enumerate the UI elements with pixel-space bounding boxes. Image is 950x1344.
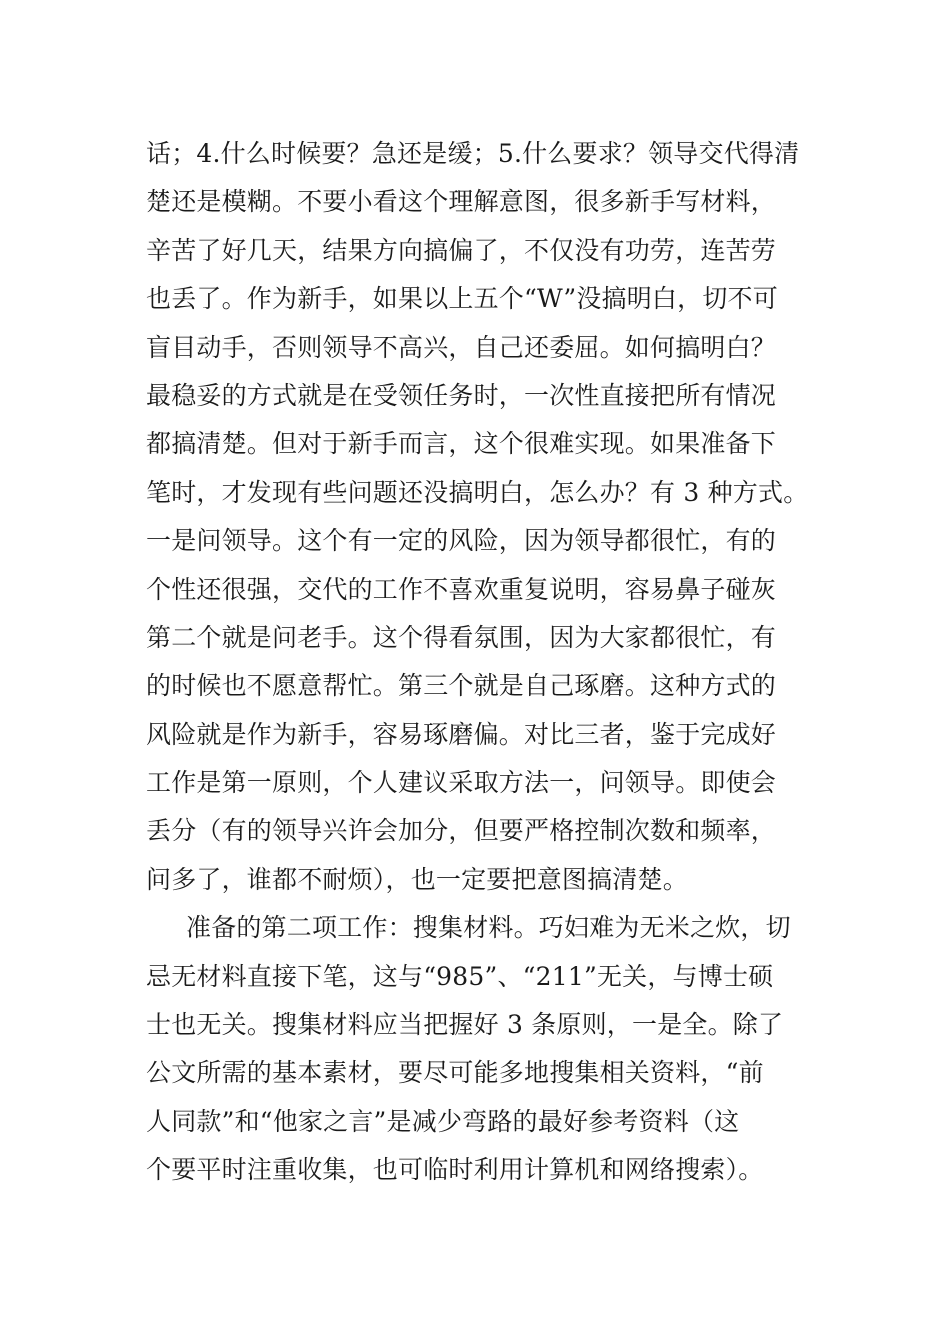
text-line: 工作是第一原则，个人建议采取方法一，问领导。即使会 [146,768,777,798]
paragraph-start-line: 准备的第二项工作：搜集材料。巧妇难为无米之炊，切 [186,913,791,943]
text-line: 盲目动手，否则领导不高兴，自己还委屈。如何搞明白？ [146,332,777,362]
text-line: 风险就是作为新手，容易琢磨偏。对比三者，鉴于完成好 [146,719,777,749]
text-line: 丢分（有的领导兴许会加分，但要严格控制次数和频率， [146,816,777,846]
text-line: 士也无关。搜集材料应当把握好 3 条原则，一是全。除了 [146,1010,784,1040]
text-line: 笔时，才发现有些问题还没搞明白，怎么办？有 3 种方式。 [146,477,809,507]
body-text [146,130,836,1195]
text-line: 人同款”和“他家之言”是减少弯路的最好参考资料（这 [146,1106,740,1136]
text-line: 的时候也不愿意帮忙。第三个就是自己琢磨。这种方式的 [146,671,777,701]
text-line: 忌无材料直接下笔，这与“985”、“211”无关，与博士硕 [146,961,774,991]
text-line: 最稳妥的方式就是在受领任务时，一次性直接把所有情况 [146,380,777,410]
text-line: 都搞清楚。但对于新手而言，这个很难实现。如果准备下 [146,429,777,459]
text-line: 个性还很强，交代的工作不喜欢重复说明，容易鼻子碰灰 [146,574,777,604]
text-line: 个要平时注重收集，也可临时利用计算机和网络搜索）。 [146,1155,764,1185]
text-line: 楚还是模糊。不要小看这个理解意图，很多新手写材料， [146,187,777,217]
text-line: 话；4.什么时候要？急还是缓；5.什么要求？领导交代得清 [146,139,800,168]
text-line: 问多了，谁都不耐烦），也一定要把意图搞清楚。 [146,864,688,894]
text-line: 也丢了。作为新手，如果以上五个“W”没搞明白，切不可 [146,284,778,314]
text-line: 辛苦了好几天，结果方向搞偏了，不仅没有功劳，连苦劳 [146,235,777,265]
text-line: 第二个就是问老手。这个得看氛围，因为大家都很忙，有 [146,622,777,652]
text-line: 一是问领导。这个有一定的风险，因为领导都很忙，有的 [146,526,777,556]
text-line: 公文所需的基本素材，要尽可能多地搜集相关资料，“前 [146,1058,764,1088]
